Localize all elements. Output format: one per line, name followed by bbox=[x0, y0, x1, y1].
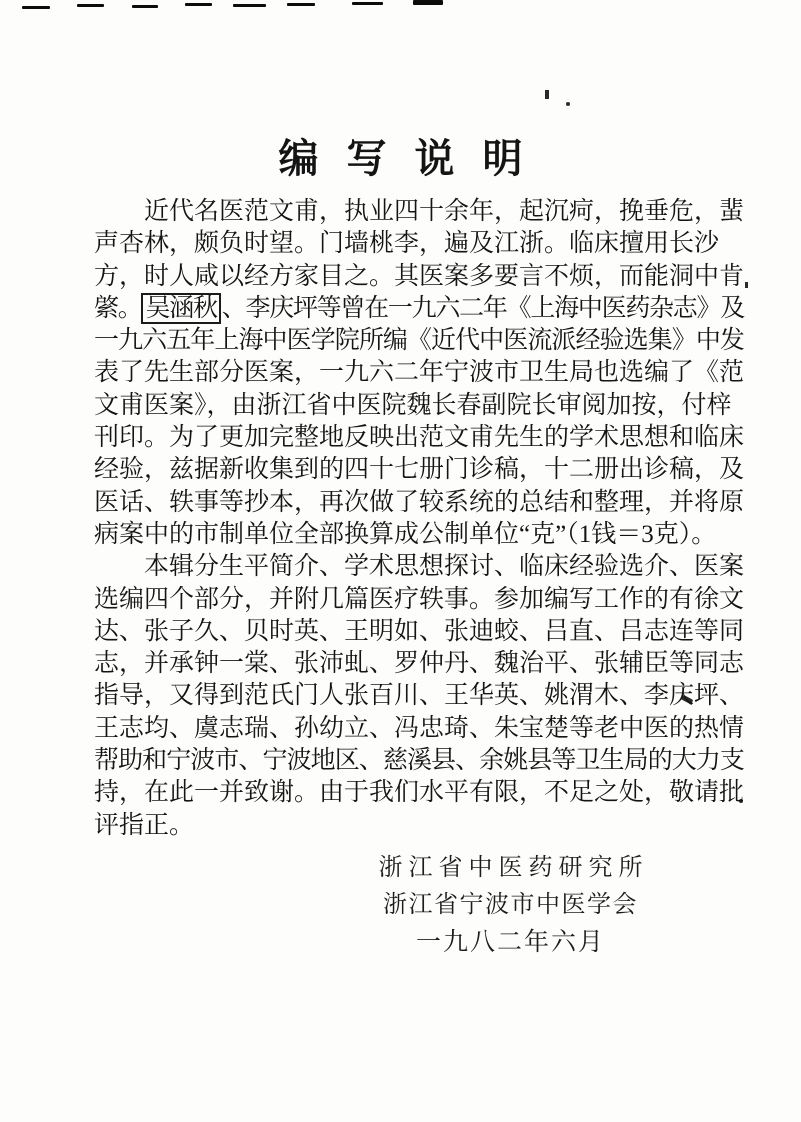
text-segment: 方，时人咸以经方家目之。其医案多要言不烦，而能洞中肯 bbox=[94, 262, 745, 290]
text-segment: 、李庆坪等曾在一九六二年《上海中医药杂志》及 bbox=[221, 294, 745, 322]
text-line bbox=[94, 422, 744, 454]
text-line bbox=[94, 454, 744, 486]
scan-marks-top bbox=[0, 0, 801, 12]
text-segment: 綮。 bbox=[94, 294, 142, 322]
signature-block bbox=[368, 850, 653, 961]
text-segment: 表了先生部分医案，一九六二年宁波市卫生局也选编了《范 bbox=[94, 359, 745, 387]
text-line bbox=[94, 519, 744, 551]
signature-line-institute: 浙江省中医药研究所 bbox=[378, 855, 649, 881]
page-title: 编写说明 bbox=[278, 136, 551, 181]
text-segment: 达、张子久、贝时英、王明如、张迪蛟、吕直、吕志连等同 bbox=[94, 617, 745, 645]
text-segment: 王志均、虞志瑞、孙幼立、冯忠琦、朱宝楚等老中医的热情 bbox=[94, 714, 745, 742]
text-segment: 声杏林，颇负时望。门墙桃李，遍及江浙。临床擅用长沙 bbox=[94, 230, 720, 258]
scan-speck bbox=[545, 90, 549, 99]
text-segment: 经验，兹据新收集到的四十七册门诊稿，十二册出诊稿，及 bbox=[94, 456, 745, 484]
scan-speck bbox=[566, 102, 570, 106]
text-line bbox=[94, 293, 744, 325]
signature-date: 一九八二年六月 bbox=[415, 929, 605, 956]
text-segment: 刊印。为了更加完整地反映出范文甫先生的学术思想和临床 bbox=[94, 424, 745, 452]
text-line bbox=[94, 261, 744, 293]
scan-dash bbox=[287, 3, 315, 6]
signature-line-society: 浙江省宁波市中医学会 bbox=[383, 892, 638, 918]
text-line bbox=[94, 325, 744, 357]
text-line bbox=[94, 616, 744, 648]
text-segment: 医话、轶事等抄本，再次做了较系统的总结和整理，并将原 bbox=[94, 488, 745, 516]
scan-dash bbox=[185, 3, 212, 6]
scan-dash bbox=[233, 4, 266, 7]
text-line bbox=[94, 584, 744, 616]
text-segment: 本辑分生平简介、学术思想探讨、临床经验选介、医案 bbox=[144, 553, 745, 581]
text-line bbox=[94, 551, 744, 583]
text-segment: 帮助和宁波市、宁波地区、慈溪县、余姚县等卫生局的大力支 bbox=[94, 747, 745, 775]
text-segment: 评指正。 bbox=[94, 811, 195, 839]
text-line bbox=[94, 777, 744, 809]
text-line bbox=[94, 648, 744, 680]
text-segment: 近代名医范文甫，执业四十余年，起沉疴，挽垂危，蜚 bbox=[144, 198, 745, 225]
boxed-name: 吴涵秋 bbox=[141, 293, 220, 324]
scan-dash bbox=[77, 4, 104, 7]
text-line bbox=[94, 357, 744, 389]
body-text bbox=[94, 196, 744, 842]
text-line bbox=[94, 680, 744, 712]
scan-dash bbox=[22, 6, 50, 9]
text-line bbox=[94, 745, 744, 777]
text-line bbox=[94, 390, 744, 422]
text-line bbox=[94, 487, 744, 519]
text-segment: 一九六五年上海中医学院所编《近代中医流派经验选集》中发 bbox=[94, 327, 745, 355]
scan-dash bbox=[413, 0, 443, 5]
text-line bbox=[94, 196, 744, 228]
text-line bbox=[94, 810, 744, 842]
text-segment: 持，在此一并致谢。由于我们水平有限，不足之处，敬请批 bbox=[94, 779, 745, 807]
scan-dash bbox=[352, 2, 383, 5]
text-segment: 选编四个部分，并附几篇医疗轶事。参加编写工作的有徐文 bbox=[94, 585, 745, 613]
scan-speck bbox=[745, 282, 748, 288]
scan-dash bbox=[132, 5, 158, 8]
text-segment: 病案中的市制单位全部换算成公制单位“克”（1钱＝3克）。 bbox=[94, 520, 717, 548]
text-line bbox=[94, 713, 744, 745]
text-line bbox=[94, 228, 744, 260]
text-segment: 指导，又得到范氏门人张百川、王华英、姚渭木、李庆坪、 bbox=[94, 682, 745, 710]
text-segment: 文甫医案》，由浙江省中医院魏长春副院长审阅加按，付梓 bbox=[94, 391, 732, 419]
text-segment: 志，并承钟一棠、张沛虬、罗仲丹、魏治平、张辅臣等同志 bbox=[94, 650, 745, 678]
